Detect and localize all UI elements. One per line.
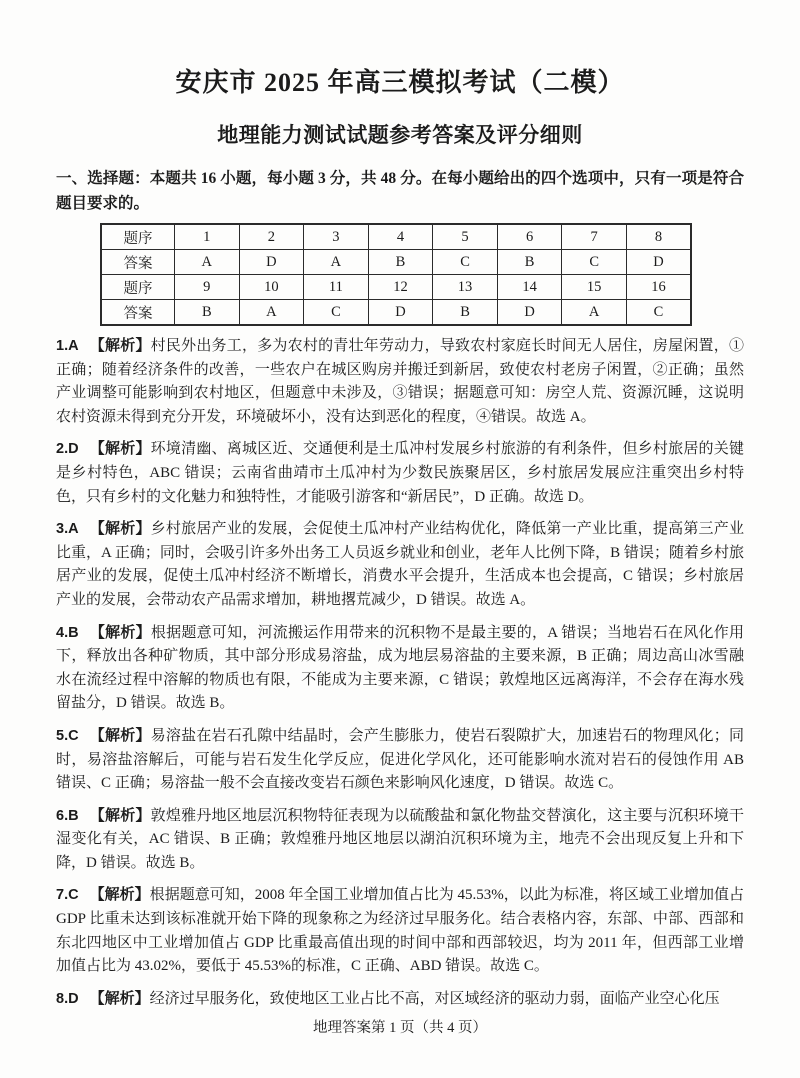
answer-cell: 15: [562, 275, 627, 300]
answer-table-body: [101, 224, 691, 325]
answer-cell: 10: [239, 275, 304, 300]
answer-cell: B: [368, 250, 433, 275]
analysis-label: 【解析】: [89, 887, 150, 904]
answer-cell: A: [304, 250, 369, 275]
analysis-label: 【解析】: [89, 990, 150, 1007]
answer-cell: 7: [562, 224, 627, 250]
answer-cell: A: [239, 300, 304, 326]
question-answer-number: 3.A: [56, 521, 79, 538]
answer-cell: 4: [368, 224, 433, 250]
explanation-text: 根据题意可知，2008 年全国工业增加值占比为 45.53%，以此为标准，将区域工业增加值占 GDP 比重未达到该标准就开始下降的现象称之为经济过早服务化。结合表格内容，东部、中部、西部和东北四地区中工业增加值占 GDP 比重最高值出现的时间中部和西部较迟，均为 2011 年，但西部工业增加值占比为 43.02%，要低于 45.53%的标准，C 正确、ABD 错误。故选 C。: [56, 887, 744, 975]
question-answer-number: 5.C: [56, 727, 79, 744]
answer-cell: 16: [626, 275, 691, 300]
explanation-paragraph: [56, 805, 744, 876]
answer-cell: 1: [175, 224, 240, 250]
question-answer-number: 4.B: [56, 624, 79, 641]
answer-cell: B: [175, 300, 240, 326]
answer-cell: C: [433, 250, 498, 275]
explanation-text: 经济过早服务化，致使地区工业占比不高，对区域经济的驱动力弱，面临产业空心化压: [149, 990, 720, 1007]
answer-cell: 6: [497, 224, 562, 250]
analysis-label: 【解析】: [89, 624, 151, 641]
answer-cell: B: [497, 250, 562, 275]
row-label-cell: 题序: [101, 224, 175, 250]
question-answer-number: 2.D: [56, 441, 79, 458]
answer-table-row: [101, 275, 691, 300]
answer-cell: D: [497, 300, 562, 326]
answer-cell: 2: [239, 224, 304, 250]
explanation-paragraph: [56, 725, 744, 796]
analysis-label: 【解析】: [89, 807, 151, 824]
explanation-paragraph: [56, 438, 744, 509]
explanation-paragraph: [56, 335, 744, 429]
explanation-text: 村民外出务工，多为农村的青壮年劳动力，导致农村家庭长时间无人居住，房屋闲置，①正确；随着经济条件的改善，一些农户在城区购房并搬迁到新居，致使农村老房子闲置，②正确；虽然产业调整可能影响到农村地区，但题意中未涉及，③错误；据题意可知：房空人荒、资源沉睡，这说明农村资源未得到充分开发，环境破坏小，没有达到恶化的程度，④错误。故选 A。: [56, 338, 744, 425]
answer-cell: C: [562, 250, 627, 275]
answer-cell: D: [368, 300, 433, 326]
answer-cell: D: [626, 250, 691, 275]
answer-cell: 11: [304, 275, 369, 300]
row-label-cell: 答案: [101, 250, 175, 275]
answer-cell: A: [562, 300, 627, 326]
question-answer-number: 6.B: [56, 807, 79, 824]
analysis-label: 【解析】: [89, 441, 151, 458]
explanation-text: 敦煌雅丹地区地层沉积物特征表现为以硫酸盐和氯化物盐交替演化，这主要与沉积环境干湿变化有关，AC 错误、B 正确；敦煌雅丹地区地层以湖泊沉积环境为主，地壳不会出现反复上升和下降，D 错误。故选 B。: [56, 807, 744, 871]
question-answer-number: 7.C: [56, 887, 79, 904]
answer-cell: 9: [175, 275, 240, 300]
analysis-label: 【解析】: [89, 727, 151, 744]
explanation-paragraph: [56, 884, 744, 978]
explanations: [56, 335, 744, 1011]
explanation-paragraph: [56, 988, 744, 1012]
explanation-text: 易溶盐在岩石孔隙中结晶时，会产生膨胀力，使岩石裂隙扩大，加速岩石的物理风化；同时，易溶盐溶解后，可能与岩石发生化学反应，促进化学风化，还可能影响水流对岩石的侵蚀作用 AB 错误、C 正确；易溶盐一般不会直接改变岩石颜色来影响风化速度，D 错误。故选 C。: [56, 727, 744, 792]
question-answer-number: 8.D: [56, 990, 79, 1007]
page-footer: 地理答案第 1 页（共 4 页）: [313, 1020, 487, 1037]
answer-cell: 14: [497, 275, 562, 300]
answer-table-row: [101, 250, 691, 275]
answer-cell: 13: [433, 275, 498, 300]
answer-cell: A: [175, 250, 240, 275]
answer-cell: 12: [368, 275, 433, 300]
explanation-paragraph: [56, 622, 744, 716]
question-answer-number: 1.A: [56, 338, 79, 354]
row-label-cell: 答案: [101, 300, 175, 326]
row-label-cell: 题序: [101, 275, 175, 300]
answer-table: [100, 223, 692, 326]
explanation-text: 乡村旅居产业的发展，会促使土瓜冲村产业结构优化，降低第一产业比重，提高第三产业比重，A 正确；同时，会吸引许多外出务工人员返乡就业和创业，老年人比例下降，B 错误；随着乡村旅居产业的发展，促使土瓜冲村经济不断增长，消费水平会提升，生活成本也会提高，C 错误；乡村旅居产业的发展，会带动农产品需求增加，耕地撂荒减少，D 错误。故选 A。: [56, 521, 744, 608]
answer-cell: C: [626, 300, 691, 326]
explanation-text: 根据题意可知，河流搬运作用带来的沉积物不是最主要的，A 错误；当地岩石在风化作用下，释放出各种矿物质，其中部分形成易溶盐，成为地层易溶盐的主要来源，B 正确；周边高山冰雪融水在流经过程中溶解的物质也有限，不能成为主要来源，C 错误；敦煌地区远离海洋，不会存在海水残留盐分，D 错误。故选 B。: [56, 624, 744, 712]
exam-title: 安庆市 2025 年高三模拟考试（二模）: [175, 68, 625, 97]
answer-cell: C: [304, 300, 369, 326]
analysis-label: 【解析】: [89, 338, 151, 354]
answer-cell: 5: [433, 224, 498, 250]
answer-cell: 8: [626, 224, 691, 250]
section-one-intro: 一、选择题：本题共 16 小题，每小题 3 分，共 48 分。在每小题给出的四个选项中，只有一项是符合题目要求的。: [56, 170, 744, 212]
analysis-label: 【解析】: [89, 521, 151, 538]
explanation-text: 环境清幽、离城区近、交通便利是土瓜冲村发展乡村旅游的有利条件，但乡村旅居的关键是乡村特色，ABC 错误；云南省曲靖市土瓜冲村为少数民族聚居区，乡村旅居发展应注重突出乡村特色，只有乡村的文化魅力和独特性，才能吸引游客和“新居民”，D 正确。故选 D。: [56, 441, 744, 505]
answer-table-row: [101, 300, 691, 326]
answer-cell: B: [433, 300, 498, 326]
answer-table-row: [101, 224, 691, 250]
answer-key-subtitle: 地理能力测试试题参考答案及评分细则: [217, 123, 583, 147]
explanation-paragraph: [56, 518, 744, 612]
answer-cell: D: [239, 250, 304, 275]
answer-cell: 3: [304, 224, 369, 250]
